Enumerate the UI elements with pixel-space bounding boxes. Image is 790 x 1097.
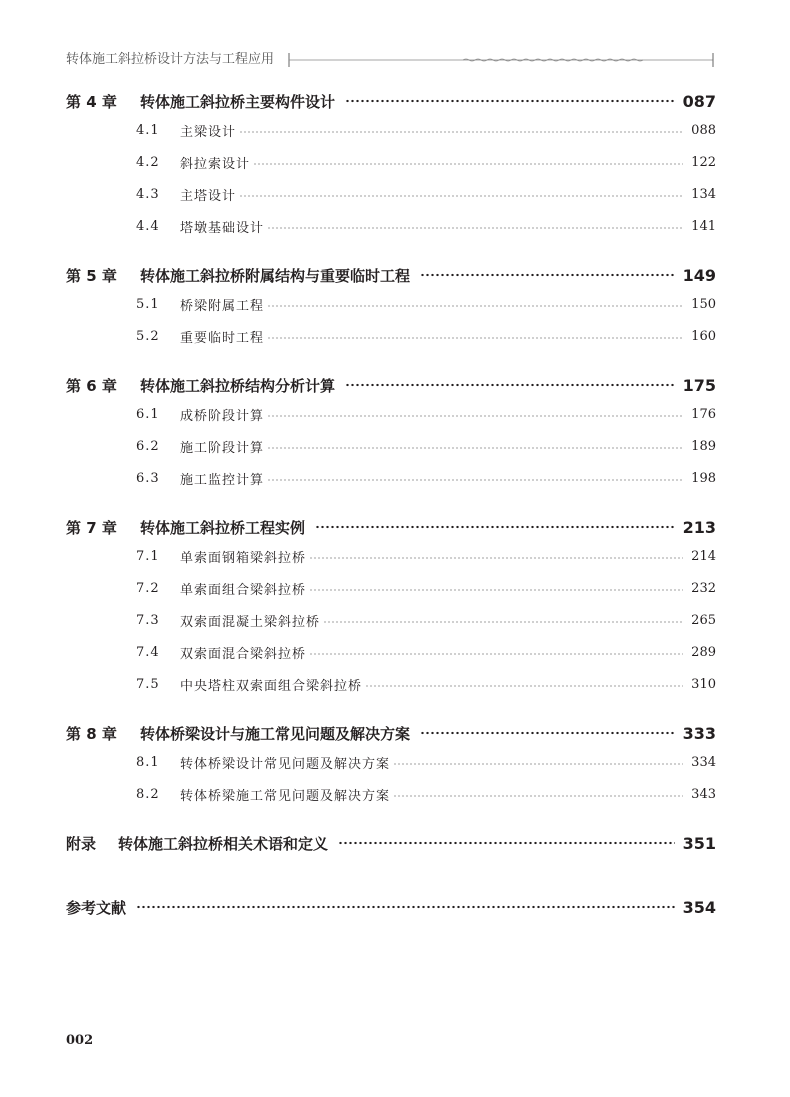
section-number: 6.2 <box>136 438 160 454</box>
dot-leader <box>267 304 683 308</box>
section-page: 289 <box>691 644 716 660</box>
section-page: 134 <box>691 186 716 202</box>
section-number: 7.2 <box>136 580 160 596</box>
section-page: 310 <box>691 676 716 692</box>
running-header <box>66 50 716 70</box>
toc-section-5-1[interactable] <box>66 288 716 320</box>
toc-section-7-4[interactable] <box>66 636 716 668</box>
chapter-number: 第 8 章 <box>66 724 117 743</box>
toc-section-7-1[interactable] <box>66 540 716 572</box>
section-number: 4.1 <box>136 122 160 138</box>
toc-section-7-2[interactable] <box>66 572 716 604</box>
section-title: 单索面组合梁斜拉桥 <box>180 582 307 598</box>
dot-leader <box>365 684 683 688</box>
section-number: 7.5 <box>136 676 160 692</box>
header-rule <box>288 51 714 69</box>
section-page: 150 <box>691 296 716 312</box>
dot-leader <box>323 620 683 624</box>
section-title: 塔墩基础设计 <box>180 220 265 236</box>
chapter-number: 第 7 章 <box>66 518 117 537</box>
dot-leader <box>267 336 683 340</box>
section-number: 4.3 <box>136 186 160 202</box>
chapter-number: 第 4 章 <box>66 92 117 111</box>
toc-section-8-2[interactable] <box>66 778 716 810</box>
section-title: 斜拉索设计 <box>180 156 251 172</box>
toc-appendix[interactable] <box>66 830 716 856</box>
appendix-label: 附录 <box>66 834 97 853</box>
section-number: 5.2 <box>136 328 160 344</box>
dot-leader <box>420 273 675 277</box>
dot-leader <box>393 794 683 798</box>
toc-chapter-5[interactable] <box>66 262 716 288</box>
page-number: 002 <box>66 1033 94 1048</box>
chapter-title: 转体施工斜拉桥结构分析计算 <box>140 376 336 395</box>
section-number: 7.1 <box>136 548 160 564</box>
section-page: 214 <box>691 548 716 564</box>
section-page: 122 <box>691 154 716 170</box>
dot-leader <box>338 841 675 845</box>
section-page: 343 <box>691 786 716 802</box>
section-title: 施工监控计算 <box>180 472 265 488</box>
section-page: 198 <box>691 470 716 486</box>
section-title: 转体桥梁设计常见问题及解决方案 <box>180 756 391 772</box>
section-number: 4.2 <box>136 154 160 170</box>
section-number: 8.1 <box>136 754 160 770</box>
section-number: 6.3 <box>136 470 160 486</box>
chapter-page: 149 <box>682 265 716 285</box>
section-title: 主梁设计 <box>180 124 237 140</box>
toc-chapter-6[interactable] <box>66 372 716 398</box>
dot-leader <box>136 905 675 909</box>
dot-leader <box>309 556 683 560</box>
toc-chapter-8[interactable] <box>66 720 716 746</box>
toc-section-4-2[interactable] <box>66 146 716 178</box>
section-page: 334 <box>691 754 716 770</box>
section-page: 176 <box>691 406 716 422</box>
chapter-title: 转体桥梁设计与施工常见问题及解决方案 <box>140 724 411 743</box>
section-page: 265 <box>691 612 716 628</box>
toc-section-4-1[interactable] <box>66 114 716 146</box>
chapter-title: 转体施工斜拉桥主要构件设计 <box>140 92 336 111</box>
toc-section-6-2[interactable] <box>66 430 716 462</box>
chapter-number: 第 5 章 <box>66 266 117 285</box>
toc-section-4-3[interactable] <box>66 178 716 210</box>
section-page: 141 <box>691 218 716 234</box>
section-number: 7.4 <box>136 644 160 660</box>
dot-leader <box>267 414 683 418</box>
chapter-title: 转体施工斜拉桥工程实例 <box>140 518 306 537</box>
appendix-title: 转体施工斜拉桥相关术语和定义 <box>118 834 329 853</box>
chapter-number: 第 6 章 <box>66 376 117 395</box>
dot-leader <box>420 731 675 735</box>
toc-section-6-1[interactable] <box>66 398 716 430</box>
toc-section-6-3[interactable] <box>66 462 716 494</box>
section-title: 成桥阶段计算 <box>180 408 265 424</box>
dot-leader <box>315 525 675 529</box>
toc-section-7-5[interactable] <box>66 668 716 700</box>
dot-leader <box>239 194 683 198</box>
chapter-page: 087 <box>682 91 716 111</box>
toc-section-5-2[interactable] <box>66 320 716 352</box>
section-title: 重要临时工程 <box>180 330 265 346</box>
section-title: 施工阶段计算 <box>180 440 265 456</box>
dot-leader <box>309 652 683 656</box>
toc-section-8-1[interactable] <box>66 746 716 778</box>
chapter-title: 转体施工斜拉桥附属结构与重要临时工程 <box>140 266 411 285</box>
section-title: 桥梁附属工程 <box>180 298 265 314</box>
section-title: 转体桥梁施工常见问题及解决方案 <box>180 788 391 804</box>
section-title: 双索面混凝土梁斜拉桥 <box>180 614 321 630</box>
section-page: 088 <box>691 122 716 138</box>
section-page: 189 <box>691 438 716 454</box>
dot-leader <box>345 383 675 387</box>
section-number: 6.1 <box>136 406 160 422</box>
dot-leader <box>393 762 683 766</box>
references-title: 参考文献 <box>66 898 127 917</box>
toc-section-4-4[interactable] <box>66 210 716 242</box>
chapter-page: 175 <box>682 375 716 395</box>
chapter-page: 213 <box>682 517 716 537</box>
section-page: 160 <box>691 328 716 344</box>
dot-leader <box>267 446 683 450</box>
dot-leader <box>309 588 683 592</box>
references-page: 354 <box>682 897 716 917</box>
section-page: 232 <box>691 580 716 596</box>
section-number: 4.4 <box>136 218 160 234</box>
chapter-page: 333 <box>682 723 716 743</box>
dot-leader <box>267 226 683 230</box>
dot-leader <box>267 478 683 482</box>
toc-section-7-3[interactable] <box>66 604 716 636</box>
section-number: 8.2 <box>136 786 160 802</box>
section-number: 5.1 <box>136 296 160 312</box>
dot-leader <box>239 130 683 134</box>
dot-leader <box>345 99 675 103</box>
table-of-contents <box>66 88 716 920</box>
section-title: 中央塔柱双索面组合梁斜拉桥 <box>180 678 363 694</box>
dot-leader <box>253 162 683 166</box>
toc-references[interactable] <box>66 894 716 920</box>
running-header-title: 转体施工斜拉桥设计方法与工程应用 <box>66 52 275 67</box>
section-number: 7.3 <box>136 612 160 628</box>
section-title: 单索面钢箱梁斜拉桥 <box>180 550 307 566</box>
toc-chapter-7[interactable] <box>66 514 716 540</box>
section-title: 双索面混合梁斜拉桥 <box>180 646 307 662</box>
appendix-page: 351 <box>682 833 716 853</box>
section-title: 主塔设计 <box>180 188 237 204</box>
toc-chapter-4[interactable] <box>66 88 716 114</box>
